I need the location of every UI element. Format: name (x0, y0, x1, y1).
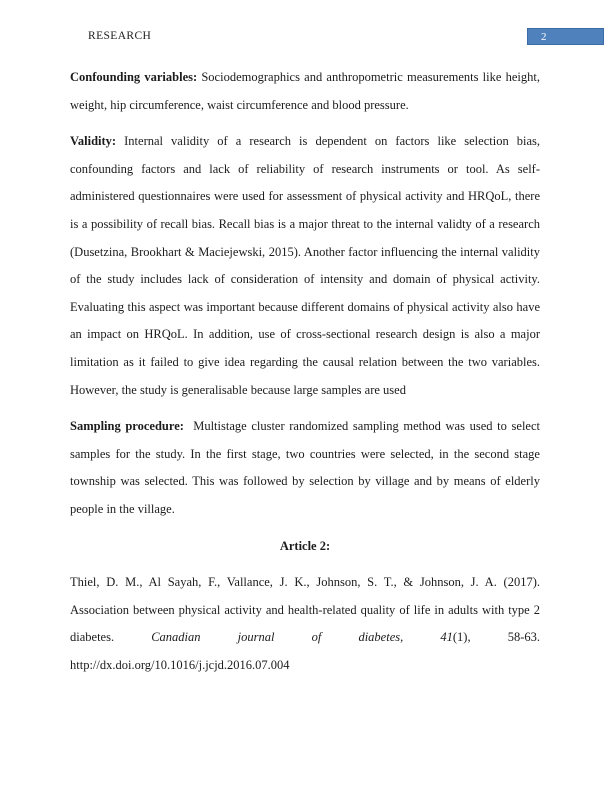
text-run: Sampling procedure: (70, 419, 189, 434)
paragraph-sampling-procedure (70, 413, 544, 523)
text-run: Sociodemographics and anthropometric measurements like height, weight, hip circumference, waist circumference and blood pressure. (70, 70, 544, 112)
page-header (70, 26, 612, 48)
running-head: RESEARCH (88, 30, 152, 42)
text-run: Confounding variables: (70, 70, 202, 84)
text-run: Thiel, D. M., Al Sayah, F., Vallance, J. K., Johnson, S. T., & Johnson, J. A. (2017). Association between physical activity and health-related quality of life in adults with type 2 diabetes. (70, 575, 544, 645)
document-body (70, 64, 544, 688)
text-run: Article 2: (279, 538, 331, 553)
text-run: (1), 58-63. http://dx.doi.org/10.1016/j.jcjd.2016.07.004 (70, 630, 544, 672)
text-run: Canadian journal of diabetes, 41 (151, 630, 453, 645)
heading-article-2 (70, 533, 540, 561)
text-run: Internal validity of a research is dependent on factors like selection bias, confounding factors and lack of reliability of research instruments or tool. As self-administered questionnaires were used for assessment of physical activity and HRQoL, there is a possibility of recall bias. Recall bias is a major threat to the internal validty of a research (Dusetzina, Brookhart & Maciejewski, 2015). Another factor influencing the internal validity of the study includes lack of consideration of intensity and domain of physical activity. Evaluating this aspect was important because different domains of physical activity also have an impact on HRQoL. In addition, use of cross-sectional research design is also a major limitation as it failed to give idea regarding the causal relation between the two variables. However, the study is generalisable because large samples are used (70, 134, 544, 397)
text-run: Multistage cluster randomized sampling method was used to select samples for the study. In the first stage, two countries were selected, in the second stage township was selected. This was followed by selection by village and by means of elderly people in the village. (70, 419, 544, 516)
page-number: 2 (541, 30, 547, 43)
paragraph-validity (70, 128, 544, 404)
paragraph-citation (70, 569, 544, 679)
text-run: Validity: (70, 134, 125, 149)
page-number-badge (527, 28, 604, 45)
paragraph-confounding-variables (70, 64, 544, 119)
